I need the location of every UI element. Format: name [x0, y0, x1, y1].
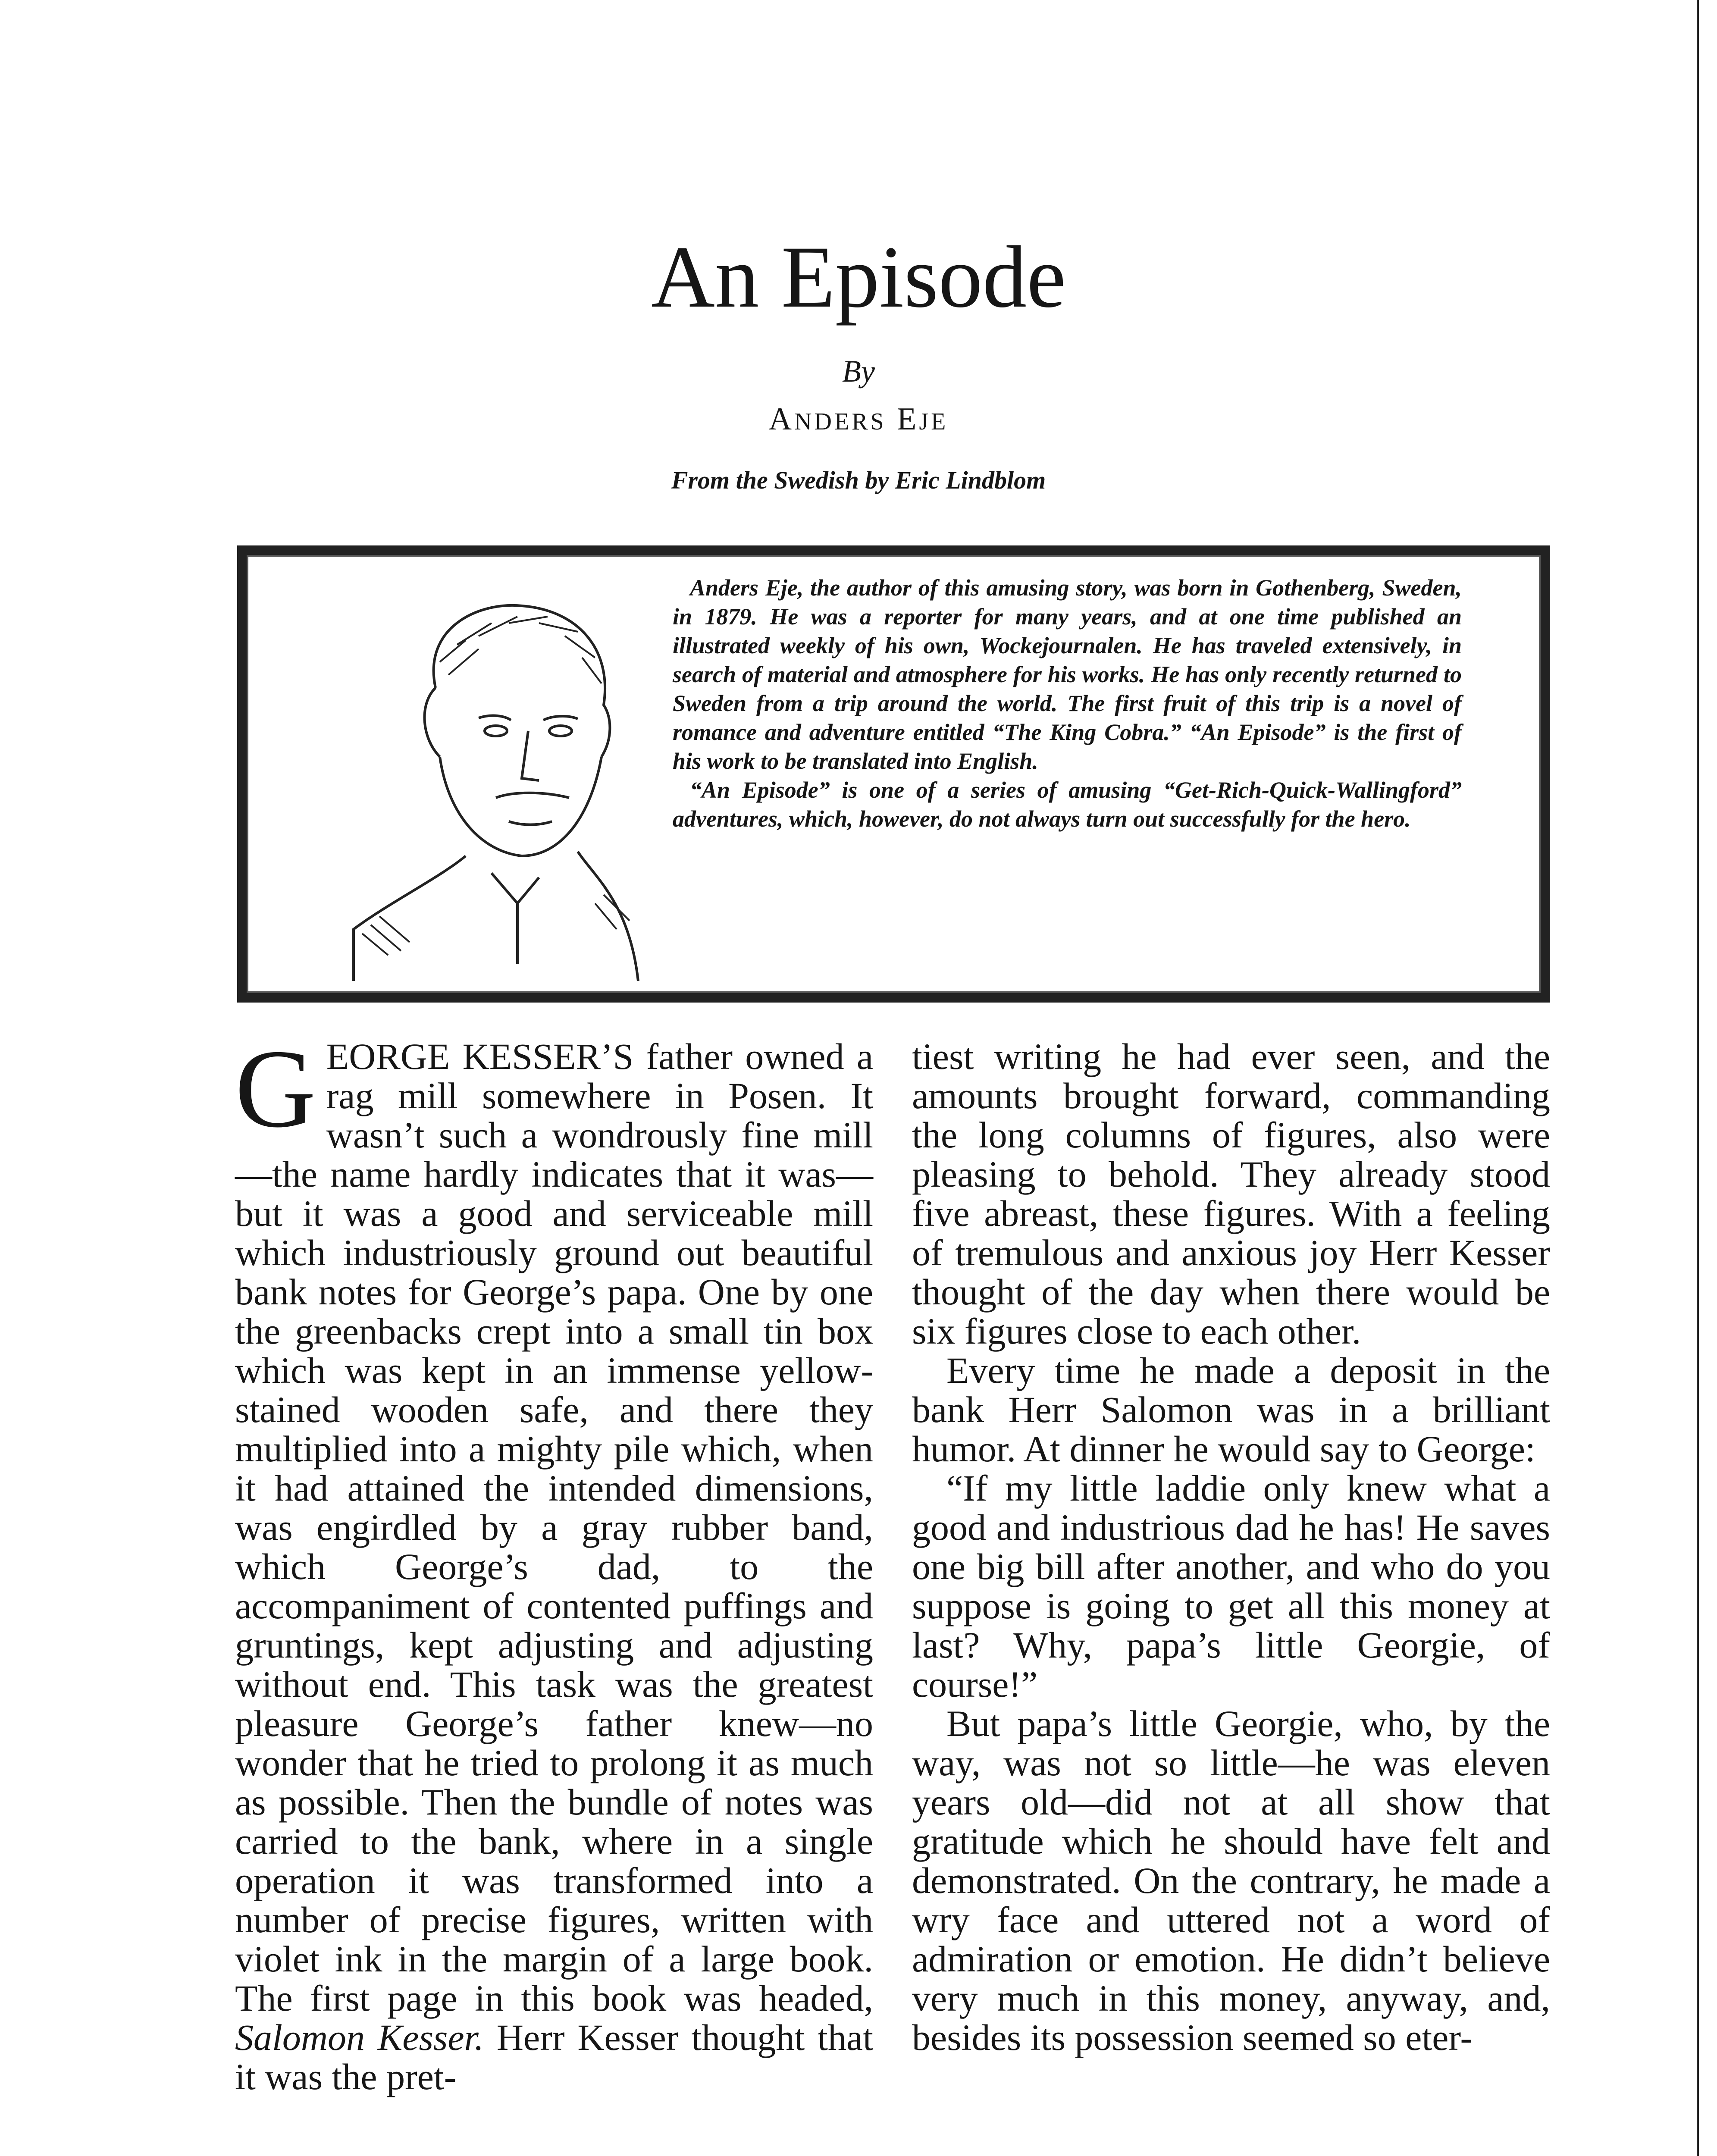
drop-cap: G	[235, 1027, 316, 1151]
bio-paragraph: Anders Eje, the author of this amusing story, was born in Gothenberg, Sweden, in 1879. He was a reporter for many years, and at one time published an illustrated weekly of his own, Wockejournalen. He has traveled extensively, in search of material and atmosphere for his works. He has only recently returned to Sweden from a trip around the world. The first fruit of this trip is a novel of romance and adventure entitled “The King Cobra.” “An Episode” is the first of his work to be translated into English.	[673, 575, 1462, 774]
body-paragraph: But papa’s little Georgie, who, by the way, was not so little—he was eleven years old—did not at all show that gratitude which he should have felt and demonstrated. On the contrary, he made a wry face and uttered not a word of admiration or emotion. He didn’t believe very much in this money, anyway, and, besides its possession seemed so eter-	[912, 1703, 1550, 2058]
body-paragraph: Every time he made a deposit in the bank Herr Salomon was in a brilliant humor. At dinner he would say to George:	[912, 1350, 1550, 1470]
translator-credit: From the Swedish by Eric Lindblom	[671, 466, 1046, 494]
body-paragraph: “If my little laddie only knew what a good and industrious dad he has! He saves one big bill after another, and who do you suppose is going to get all this money at last? Why, papa’s little Georgie, of course!”	[912, 1467, 1550, 1705]
byline-by: By	[842, 354, 875, 389]
bio-paragraph: “An Episode” is one of a series of amusing “Get-Rich-Quick-Wallingford” adventures, which, however, do not always turn out successfully for the hero.	[673, 777, 1462, 832]
author-name: ANDERS EJE	[768, 401, 949, 437]
author-portrait	[336, 576, 647, 981]
article-title: An Episode	[651, 228, 1066, 326]
body-column-right	[912, 1037, 1550, 2057]
body-paragraph: GEORGE KESSER’S father owned a rag mill somewhere in Posen. It wasn’t such a wondrously fine mill—the name hardly indicates that it was—but it was a good and serviceable mill which industriously ground out beautiful bank notes for George’s papa. One by one the greenbacks crept into a small tin box which was kept in an immense yellow-stained wooden safe, and there they multiplied into a mighty pile which, when it had attained the intended dimensions, was engirdled by a gray rubber band, which George’s dad, to the accompaniment of contented puffings and gruntings, kept adjusting and adjusting without end. This task was the greatest pleasure George’s father knew—no wonder that he tried to prolong it as much as possible. Then the bundle of notes was carried to the bank, where in a single operation it was transformed into a number of precise figures, written with violet ink in the margin of a large book. The first page in this book was headed, Salomon Kesser. Herr Kesser thought that it was the pret-	[235, 1027, 874, 2097]
body-paragraph: tiest writing he had ever seen, and the amounts brought forward, commanding the long columns of figures, also were pleasing to behold. They already stood five abreast, these figures. With a feeling of tremulous and anxious joy Herr Kesser thought of the day when there would be six figures close to each other.	[912, 1036, 1550, 1352]
page-edge	[1697, 0, 1699, 2156]
author-bio	[673, 573, 1462, 834]
body-column-left	[235, 1027, 874, 2097]
